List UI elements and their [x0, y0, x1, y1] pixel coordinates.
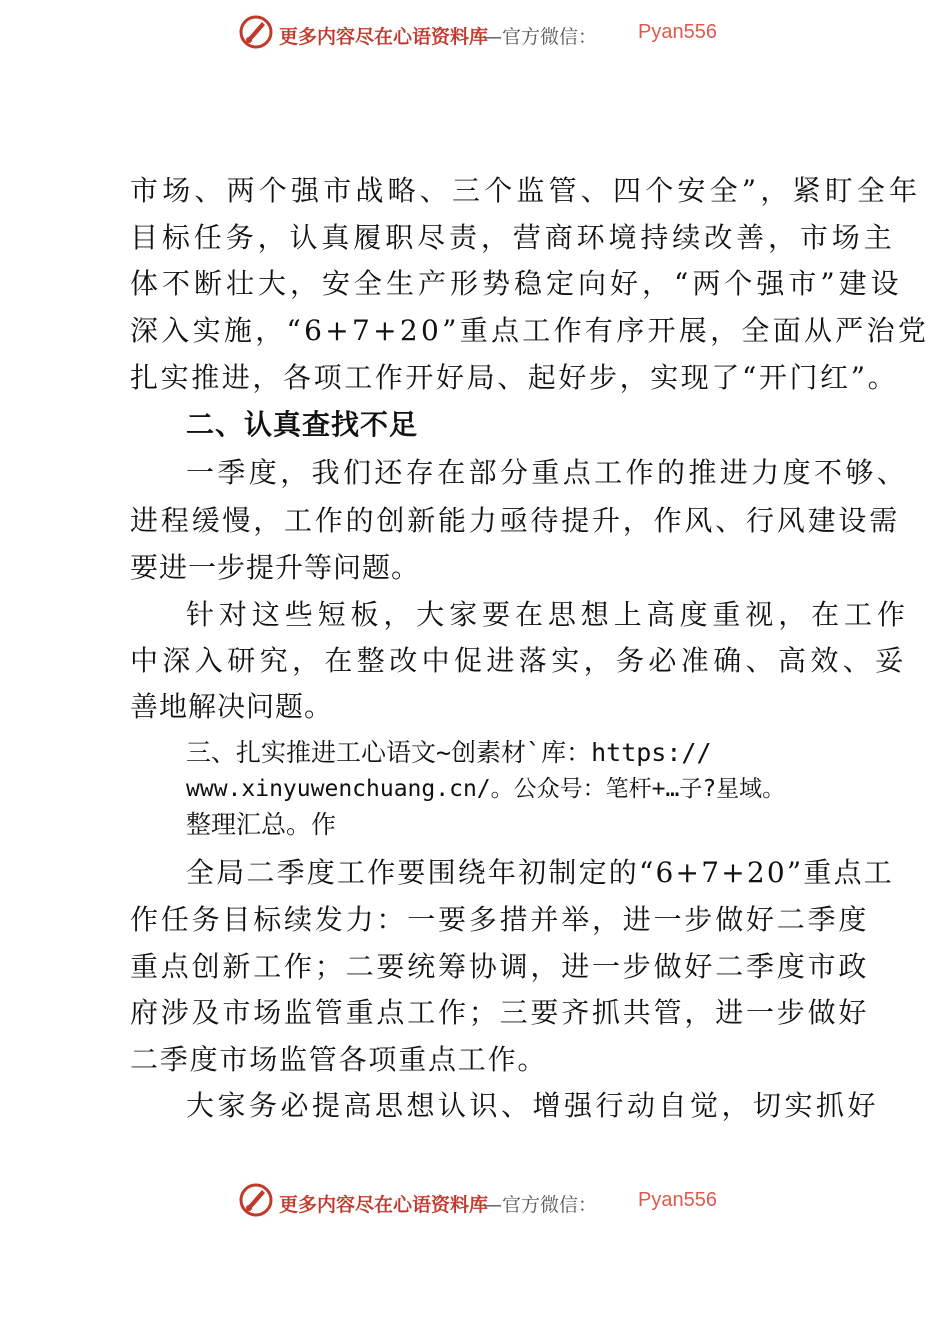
text-line: 目标任务，认真履职尽责，营商环境持续改善，市场主: [130, 221, 896, 254]
banner-wechat-id: Pyan556: [638, 21, 717, 43]
text-line: 整理汇总。作: [186, 810, 337, 839]
text-line: 善地解决问题。: [130, 690, 334, 723]
text-line: 一季度，我们还存在部分重点工作的推进力度不够、: [186, 456, 909, 489]
section-heading: 二、认真查找不足: [186, 408, 419, 441]
text-line: 体不断壮大，安全生产形势稳定向好，“两个强市”建设: [130, 267, 903, 300]
banner-separator-text: —官方微信：: [483, 1194, 598, 1216]
text-line: 二季度市场监管各项重点工作。: [130, 1043, 548, 1076]
text-line: 针对这些短板，大家要在思想上高度重视，在工作: [186, 598, 910, 631]
banner-brand-text: 更多内容尽在心语资料库: [279, 1194, 489, 1216]
text-line: 作任务目标续发力：一要多措并举，进一步做好二季度: [130, 903, 870, 936]
text-line: 全局二季度工作要围绕年初制定的“6+7+20”重点工: [186, 856, 895, 889]
text-line: www.xinyuwenchuang.cn/。公众号：笔杆+…子?星域。: [186, 776, 786, 802]
banner-separator-text: —官方微信：: [483, 26, 598, 48]
text-line: 扎实推进，各项工作开好局、起好步，实现了“开门红”。: [130, 361, 899, 394]
footer-banner: [0, 1182, 950, 1222]
banner-brand-text: 更多内容尽在心语资料库: [279, 26, 489, 48]
text-line: 三、扎实推进工心语文~创素材`库：https://: [186, 738, 712, 767]
text-line: 府涉及市场监管重点工作；三要齐抓共管，进一步做好: [130, 996, 870, 1029]
brand-logo-icon: [238, 14, 274, 50]
text-line: 深入实施，“6+7+20”重点工作有序开展，全面从严治党: [130, 314, 930, 347]
text-line: 重点创新工作；二要统筹协调，进一步做好二季度市政: [130, 950, 870, 983]
text-line: 进程缓慢，工作的创新能力亟待提升，作风、行风建设需: [130, 504, 901, 537]
text-line: 中深入研究，在整改中促进落实，务必准确、高效、妥: [130, 644, 908, 677]
brand-logo-icon: [238, 1182, 274, 1218]
text-line: 市场、两个强市战略、三个监管、四个安全”，紧盯全年: [130, 174, 922, 207]
header-banner: [0, 14, 950, 54]
text-line: 大家务必提高思想认识、增强行动自觉，切实抓好: [186, 1089, 880, 1122]
banner-wechat-id: Pyan556: [638, 1189, 717, 1211]
text-line: 要进一步提升等问题。: [130, 551, 421, 584]
